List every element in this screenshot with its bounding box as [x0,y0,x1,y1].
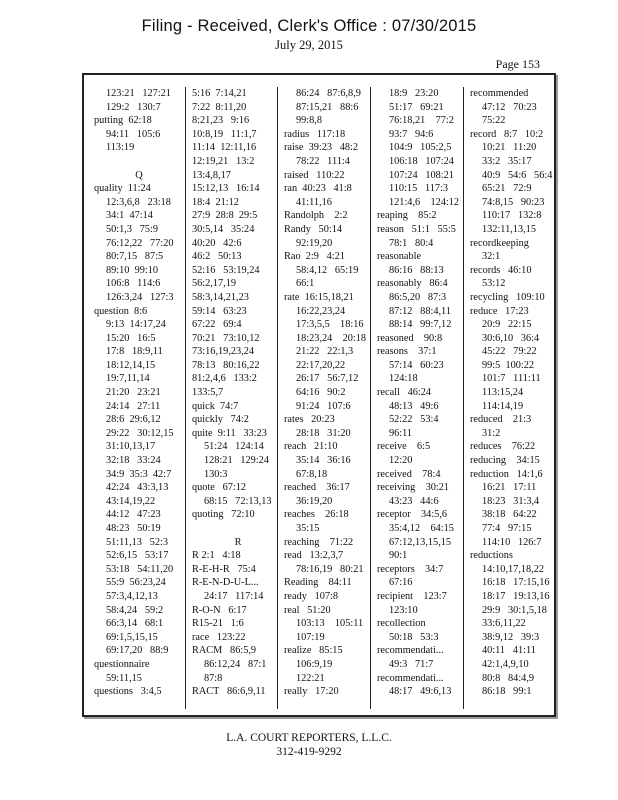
index-entry: 123:10 [389,604,418,616]
index-entry: 50:1,3 75:9 [106,223,159,235]
index-entry: 28:6 29:6,12 [106,414,161,426]
index-entry: 18:9 23:20 [389,88,439,99]
index-entry: 58:4,24 59:2 [106,604,164,616]
index-entry: 33:2 35:17 [482,155,532,167]
reporter-company: L.A. COURT REPORTERS, L.L.C. [226,732,392,744]
index-entry: recommendati... [377,672,444,684]
index-column-3 [277,87,376,709]
index-entry: 67:16 [389,577,413,589]
index-entry: 56:2,17,19 [192,278,237,290]
index-entry: RACT 86:6,9,11 [192,686,266,698]
index-entry: 128:21 129:24 [204,455,269,467]
index-entry: 21:22 22:1,3 [296,346,354,358]
index-entry: 124:18 [389,373,418,385]
index-entry: reducing 34:15 [470,455,540,467]
index-entry: reduction 14:1,6 [470,468,543,480]
index-entry: 8:21,23 9:16 [192,115,250,127]
index-entry: 47:12 70:23 [482,101,537,113]
index-entry: 35:14 36:16 [296,455,351,467]
index-entry: 29:22 30:12,15 [106,427,174,439]
index-entry: 26:17 56:7,12 [296,373,359,385]
filing-stamp: Filing - Received, Clerk's Office : 07/30/2015 [141,17,477,35]
index-entry: 87:8 [204,672,223,684]
index-entry: 17:8 18:9,11 [106,346,163,358]
index-entry: ready 107:8 [284,590,339,602]
index-entry: 59:14 63:23 [192,305,247,317]
index-entry: 58:3,14,21,23 [192,291,249,303]
index-entry: reasonable [377,251,422,263]
index-entry: record 8:7 10:2 [470,128,544,140]
index-entry: 113:15,24 [482,387,524,399]
index-entry: reasons 37:1 [377,346,437,358]
index-entry: 20:9 22:15 [482,319,532,331]
index-entry: 130:3 [204,468,228,480]
index-entry: 64:16 90:2 [296,387,346,399]
index-entry: 66:1 [296,278,315,290]
index-entry: 49:3 71:7 [389,658,434,670]
index-entry: 78:16,19 80:21 [296,563,364,575]
index-entry: race 123:22 [192,631,246,643]
index-entry: reason 51:1 55:5 [377,223,456,235]
index-entry: 94:11 105:6 [106,128,161,140]
index-entry: 31:2 [482,427,501,439]
index-entry: 57:14 60:23 [389,359,444,371]
index-entry: recommended [470,88,529,99]
index-entry: 31:10,13,17 [106,441,156,453]
index-entry: 36:19,20 [296,495,333,507]
index-entry: 58:4,12 65:19 [296,264,359,276]
index-entry: ran 40:23 41:8 [284,183,352,195]
index-entry: 87:15,21 88:6 [296,101,359,113]
index-entry: 51:24 124:14 [204,441,264,453]
index-entry: 35:15 [296,523,320,534]
index-entry: 45:22 79:22 [482,346,537,358]
index-entry: 30:6,10 36:4 [482,332,540,344]
index-entry: 16:22,23,24 [296,305,346,317]
index-entry: 18:12,14,15 [106,359,156,371]
index-entry: 99:5 100:22 [482,359,535,371]
index-entry: putting 62:18 [94,115,152,127]
index-entry: 113:19 [106,142,135,154]
index-entry [192,522,284,536]
index-entry: 86:24 87:6,8,9 [296,88,361,99]
index-entry: 12:20 [389,455,413,467]
reporter-phone: 312-419-9292 [276,746,342,758]
index-entry: 86:18 99:1 [482,686,532,698]
index-entry: 106:8 114:6 [106,278,161,290]
index-entry: 33:6,11,22 [482,618,526,630]
index-entry: raised 110:22 [284,169,345,181]
index-entry: 110:15 117:3 [389,183,449,195]
index-entry: 22:17,20,22 [296,359,346,371]
index-entry: quoting 72:10 [192,509,255,521]
index-entry: 34:1 47:14 [106,210,153,222]
index-entry: receptors 34:7 [377,563,444,575]
index-entry: received 78:4 [377,468,441,480]
index-entry: 92:19,20 [296,237,333,249]
index-entry: reduce 17:23 [470,305,529,317]
index-entry: 46:2 50:13 [192,251,242,263]
index-entry: 40:11 41:11 [482,645,536,657]
index-entry: 24:17 117:14 [204,590,264,602]
index-entry: recollection [377,618,426,630]
index-entry: 67:12,13,15,15 [389,536,452,548]
index-entry: read 13:2,3,7 [284,550,344,562]
index-entry: 16:18 17:15,16 [482,577,550,589]
index-entry: reasonably 86:4 [377,278,448,290]
transcript-date: July 29, 2015 [275,38,343,52]
index-entry: questionnaire [94,658,150,670]
index-entry: 12:3,6,8 23:18 [106,196,171,208]
index-entry: 38:9,12 39:3 [482,631,540,643]
index-entry: 110:17 132:8 [482,210,542,222]
index-entry: 91:24 107:6 [296,400,351,412]
index-entry: 48:17 49:6,13 [389,686,452,698]
index-entry: 114:14,19 [482,400,524,412]
index-entry: question 8:6 [94,305,148,317]
index-entry: 12:19,21 13:2 [192,155,255,167]
index-entry: really 17:20 [284,686,339,698]
index-entry: reduces 76:22 [470,441,536,453]
index-entry: 107:19 [296,631,325,643]
index-entry: 43:23 44:6 [389,495,439,507]
index-entry: 104:9 105:2,5 [389,142,452,154]
index-entry: 99:8,8 [296,115,323,127]
index-entry: quote 67:12 [192,482,247,494]
index-entry: receiving 30:21 [377,482,450,494]
index-column-2 [185,87,284,709]
index-column-1 [94,87,184,709]
index-entry: 76:12,22 77:20 [106,237,174,249]
index-entry: 42:1,4,9,10 [482,658,529,670]
index-entry: rate 16:15,18,21 [284,291,354,303]
index-entry: 123:21 127:21 [106,88,171,99]
index-entry: 27:9 28:8 29:5 [192,210,258,222]
index-entry: 88:14 99:7,12 [389,319,452,331]
index-entry: 29:9 30:1,5,18 [482,604,547,616]
index-entry: 34:9 35:3 42:7 [106,468,172,480]
index-entry: 78:22 111:4 [296,155,350,167]
index-entry: 126:3,24 127:3 [106,291,174,303]
index-entry: 40:20 42:6 [192,237,242,249]
index-entry: 80:7,15 87:5 [106,251,164,263]
index-entry: 10:8,19 11:1,7 [192,128,257,140]
index-entry: quality 11:24 [94,183,151,195]
index-entry: 114:10 126:7 [482,536,542,548]
section-letter: R [234,536,242,548]
index-entry: reach 21:10 [284,441,338,453]
index-entry: questions 3:4,5 [94,686,162,698]
index-entry: 52:16 53:19,24 [192,264,260,276]
index-entry: Randy 50:14 [284,223,343,235]
index-entry: receptor 34:5,6 [377,509,448,521]
index-entry: reasoned 90:8 [377,332,443,344]
index-entry: 18:23 31:3,4 [482,495,540,507]
index-entry: 103:13 105:11 [296,618,364,630]
index-entry: 50:18 53:3 [389,631,439,643]
index-entry: raise 39:23 48:2 [284,142,359,154]
index-entry: recommendati... [377,645,444,657]
index-entry: 80:8 84:4,9 [482,672,535,684]
index-entry: 65:21 72:9 [482,183,532,195]
index-entry: 32:18 33:24 [106,455,161,467]
index-entry: 16:21 17:11 [482,482,537,494]
index-entry: 96:11 [389,427,413,439]
index-entry: 52:6,15 53:17 [106,550,169,562]
index-entry: R-E-H-R 75:4 [192,563,256,575]
index-entry: receive 6:5 [377,441,431,453]
index-entry: recall 46:24 [377,387,432,399]
index-entry: R-O-N 6:17 [192,604,247,616]
index-entry: 10:21 11:20 [482,142,537,154]
index-entry: 48:23 50:19 [106,523,161,534]
index-entry: records 46:10 [470,264,532,276]
index-entry: radius 117:18 [284,128,346,140]
index-entry: 41:11,16 [296,196,332,208]
index-column-4 [370,87,469,709]
index-entry: 69:17,20 88:9 [106,645,169,657]
index-entry: 18:4 21:12 [192,196,239,208]
index-entry: 76:18,21 77:2 [389,115,454,127]
index-entry: reduced 21:3 [470,414,532,426]
index-entry: 24:14 27:11 [106,400,161,412]
index-entry: Reading 84:11 [284,577,352,589]
index-entry: 51:11,13 52:3 [106,536,168,548]
index-entry: reductions [470,550,513,562]
index-entry: 5:16 7:14,21 [192,88,247,99]
index-entry: 44:12 47:23 [106,509,161,521]
index-entry: 133:5,7 [192,387,224,399]
index-entry: 121:4,6 124:12 [389,196,460,208]
index-entry: 57:3,4,12,13 [106,590,158,602]
index-entry: Randolph 2:2 [284,210,348,222]
index-entry: 40:9 54:6 56:4 [482,169,553,181]
index-entry: RACM 86:5,9 [192,645,257,657]
index-entry: 15:12,13 16:14 [192,183,260,195]
index-entry: 69:1,5,15,15 [106,631,158,643]
index-entry: 42:24 43:3,13 [106,482,169,494]
index-entry: 106:9,19 [296,658,333,670]
index-table [82,73,556,717]
index-entry: 13:4,8,17 [192,169,231,181]
index-entry: 7:22 8:11,20 [192,101,247,113]
index-entry: 53:18 54:11,20 [106,563,174,575]
index-entry: 86:5,20 87:3 [389,291,447,303]
index-entry: 59:11,15 [106,672,142,684]
index-entry: 11:14 12:11,16 [192,142,257,154]
index-entry: 48:13 49:6 [389,400,439,412]
index-entry: reached 36:17 [284,482,350,494]
index-entry: 67:8,18 [296,468,328,480]
index-entry: 74:8,15 90:23 [482,196,545,208]
index-entry: 75:22 [482,115,506,127]
index-entry: 35:4,12 64:15 [389,523,454,534]
index-entry: recordkeeping [470,237,529,249]
index-entry: 52:22 53:4 [389,414,439,426]
index-entry: rates 20:23 [284,414,335,426]
index-entry: recipient 123:7 [377,590,447,602]
index-entry: 66:3,14 68:1 [106,618,164,630]
index-entry [94,155,184,169]
index-entry: 30:5,14 35:24 [192,223,255,235]
index-entry: 68:15 72:13,13 [204,495,272,507]
index-column-5 [463,87,556,709]
index-entry: quickly 74:2 [192,414,249,426]
index-entry: R15-21 1:6 [192,618,244,630]
index-entry: 73:16,19,23,24 [192,346,255,358]
index-entry: reaching 71:22 [284,536,354,548]
index-entry: reaches 26:18 [284,509,349,521]
index-entry: 28:18 31:20 [296,427,351,439]
index-entry: 101:7 111:11 [482,373,541,385]
index-entry: 93:7 94:6 [389,128,434,140]
index-entry: reaping 85:2 [377,210,437,222]
index-entry: R-E-N-D-U-L... [192,577,259,589]
page-number: Page 153 [495,57,540,71]
index-entry: 87:12 88:4,11 [389,305,451,317]
index-entry: 86:12,24 87:1 [204,658,267,670]
index-entry: 55:9 56:23,24 [106,577,166,589]
index-entry: real 51:20 [284,604,331,616]
index-entry: 15:20 16:5 [106,332,156,344]
index-entry: 81:2,4,6 133:2 [192,373,257,385]
section-letter: Q [135,169,143,181]
index-entry: 90:1 [389,550,408,562]
index-entry: realize 85:15 [284,645,343,657]
index-entry: 19:7,11,14 [106,373,150,385]
index-entry: 17:3,5,5 18:16 [296,319,364,331]
index-entry: 18:17 19:13,16 [482,590,550,602]
index-entry: 107:24 108:21 [389,169,454,181]
index-entry: 78:1 80:4 [389,237,434,249]
index-entry: 9:13 14:17,24 [106,319,166,331]
index-entry: 14:10,17,18,22 [482,563,545,575]
index-entry: recycling 109:10 [470,291,545,303]
index-entry: quite 9:11 33:23 [192,427,267,439]
index-entry: 70:21 73:10,12 [192,332,260,344]
index-entry: 32:1 [482,251,501,263]
index-entry: 89:10 99:10 [106,264,159,276]
index-entry: 122:21 [296,672,325,684]
index-entry: 21:20 23:21 [106,387,161,399]
index-entry: 106:18 107:24 [389,155,454,167]
index-entry: quick 74:7 [192,400,239,412]
index-entry: 132:11,13,15 [482,223,536,235]
index-entry: 18:23,24 20:18 [296,332,367,344]
index-entry: 78:13 80:16,22 [192,359,260,371]
index-entry: 129:2 130:7 [106,101,161,113]
index-entry: 43:14,19,22 [106,495,156,507]
index-entry: 38:18 64:22 [482,509,537,521]
index-entry: 67:22 69:4 [192,319,242,331]
index-entry: 77:4 97:15 [482,523,532,534]
index-entry: R 2:1 4:18 [192,550,241,562]
index-entry: 53:12 [482,278,506,290]
index-entry: 86:16 88:13 [389,264,444,276]
index-entry: 51:17 69:21 [389,101,444,113]
index-entry: Rao 2:9 4:21 [284,251,345,263]
